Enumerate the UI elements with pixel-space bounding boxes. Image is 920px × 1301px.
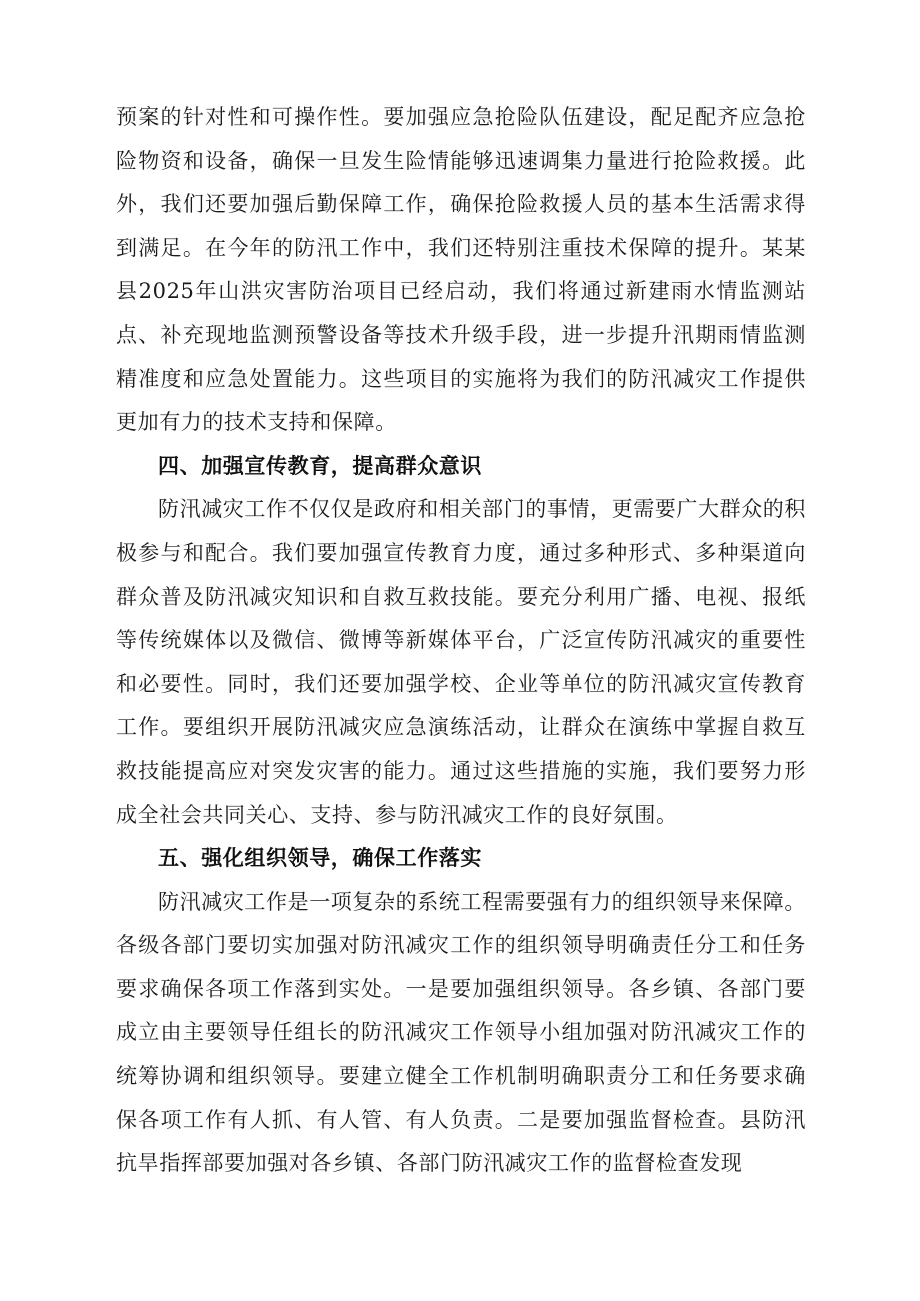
section-heading-four: 四、加强宣传教育，提高群众意识 <box>158 453 482 478</box>
paragraph-publicity-education: 防汛减灾工作不仅仅是政府和相关部门的事情，更需要广大群众的积极参与和配合。我们要加强宣传教育力度，通过多种形式、多种渠道向群众普及防汛减灾知识和自救互救技能。要充分利用广播、电视、报纸等传统媒体以及微信、微博等新媒体平台，广泛宣传防汛减灾的重要性和必要性。同时，我们还要加强学校、企业等单位的防汛减灾宣传教育工作。要组织开展防汛减灾应急演练活动，让群众在演练中掌握自救互救技能提高应对突发灾害的能力。通过这些措施的实施，我们要努力形成全社会共同关心、支持、参与防汛减灾工作的良好氛围。 <box>116 497 806 827</box>
section-heading-five: 五、强化组织领导，确保工作落实 <box>158 846 482 871</box>
document-body <box>116 96 806 1186</box>
paragraph-organization-leadership: 防汛减灾工作是一项复杂的系统工程需要强有力的组织领导来保障。各级各部门要切实加强对防汛减灾工作的组织领导明确责任分工和任务要求确保各项工作落到实处。一是要加强组织领导。各乡镇、各部门要成立由主要领导任组长的防汛减灾工作领导小组加强对防汛减灾工作的统筹协调和组织领导。要建立健全工作机制明确职责分工和任务要求确保各项工作有人抓、有人管、有人负责。二是要加强监督检查。县防汛抗旱指挥部要加强对各乡镇、各部门防汛减灾工作的监督检查发现 <box>116 889 806 1176</box>
paragraph-continued: 预案的针对性和可操作性。要加强应急抢险队伍建设，配足配齐应急抢险物资和设备，确保一旦发生险情能够迅速调集力量进行抢险救援。此外，我们还要加强后勤保障工作，确保抢险救援人员的基本生活需求得到满足。在今年的防汛工作中，我们还特别注重技术保障的提升。某某县2025年山洪灾害防治项目已经启动，我们将通过新建雨水情监测站点、补充现地监测预警设备等技术升级手段，进一步提升汛期雨情监测精准度和应急处置能力。这些项目的实施将为我们的防汛减灾工作提供更加有力的技术支持和保障。 <box>116 105 806 435</box>
